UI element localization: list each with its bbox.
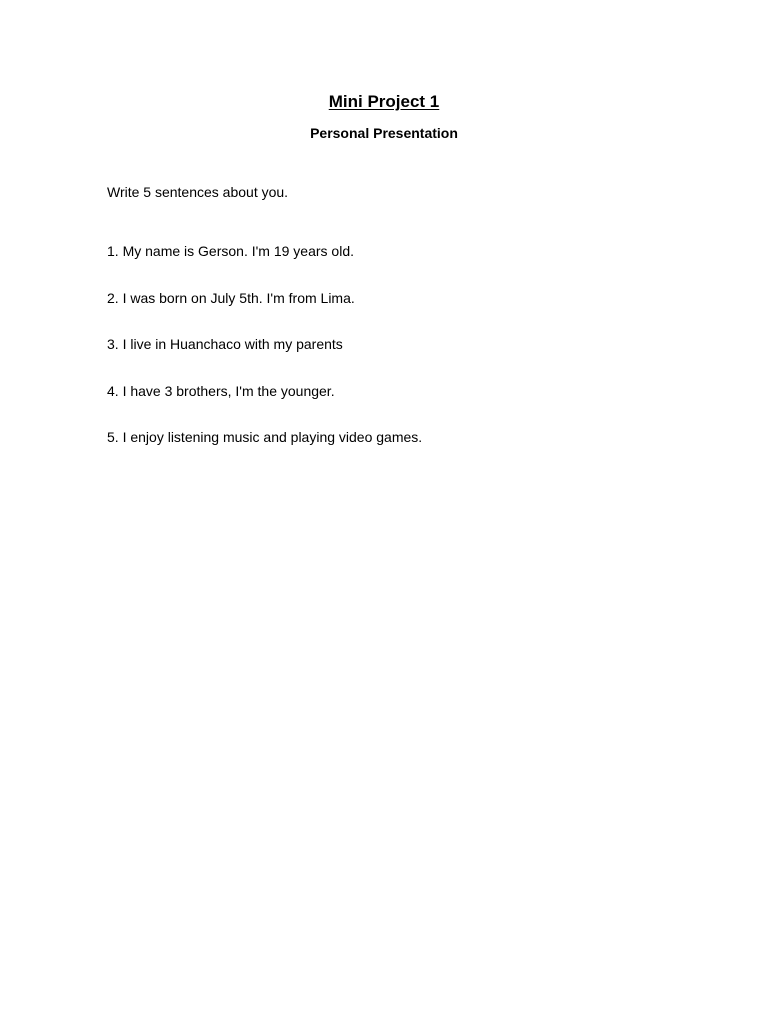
sentence-list — [107, 242, 422, 475]
document-subtitle: Personal Presentation — [310, 125, 458, 141]
sentence-item: 4. I have 3 brothers, I'm the younger. — [107, 382, 335, 399]
sentence-item: 5. I enjoy listening music and playing video games. — [107, 429, 423, 445]
sentence-item: 3. I live in Huanchaco with my parents — [107, 336, 343, 352]
instruction-text: Write 5 sentences about you. — [107, 184, 289, 200]
document-title: Mini Project 1 — [328, 92, 440, 111]
sentence-item: 2. I was born on July 5th. I'm from Lima. — [107, 289, 355, 306]
sentence-item: 1. My name is Gerson. I'm 19 years old. — [107, 243, 354, 259]
